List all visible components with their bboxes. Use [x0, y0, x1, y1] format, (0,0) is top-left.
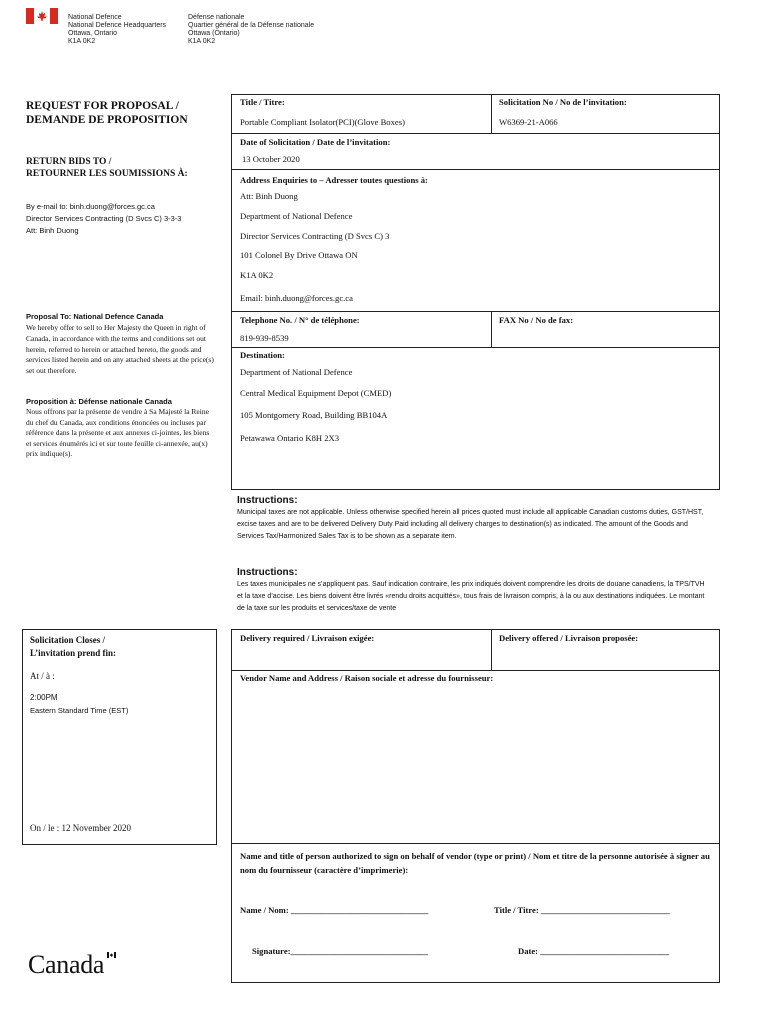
return-email: By e-mail to: binh.duong@forces.gc.ca: [26, 202, 155, 211]
title-line-1: REQUEST FOR PROPOSAL /: [26, 100, 179, 112]
title-label: Title / Titre:: [240, 97, 285, 107]
return-director: Director Services Contracting (D Svcs C) 3-3-3: [26, 214, 182, 223]
delivery-offered-label: Delivery offered / Livraison proposée:: [499, 633, 639, 643]
contact-email: Email: binh.duong@forces.gc.ca: [240, 293, 353, 303]
title-line-2: DEMANDE DE PROPOSITION: [26, 114, 188, 126]
instructions-fr-heading: Instructions:: [237, 567, 298, 578]
divider: [231, 670, 720, 671]
solicitation-info-box: [231, 94, 720, 490]
closes-time: 2:00PM: [30, 693, 58, 702]
return-attention: Att: Binh Duong: [26, 226, 79, 235]
vendor-name-address-label: Vendor Name and Address / Raison sociale et adresse du fournisseur:: [240, 673, 494, 683]
closes-label-line-2: L’invitation prend fin:: [30, 648, 117, 658]
destination-line: 105 Montgomery Road, Building BB104A: [240, 410, 388, 420]
divider: [231, 169, 720, 170]
closes-date: On / le : 12 November 2020: [30, 823, 131, 833]
closes-label: [30, 634, 116, 660]
solicitation-no-value: W6369-21-A066: [499, 117, 558, 127]
return-line-2: RETOURNER LES SOUMISSIONS À:: [26, 169, 188, 179]
signature-field[interactable]: Signature:________________________________: [252, 946, 429, 956]
divider: [491, 94, 492, 134]
divider: [491, 311, 492, 348]
solicitation-date-value: 13 October 2020: [242, 154, 300, 164]
header-fr-line: Défense nationale: [188, 14, 245, 21]
return-line-1: RETURN BIDS TO /: [26, 157, 112, 167]
proposal-en-text: We hereby offer to sell to Her Majesty the Queen in right of Canada, in accordance with the terms and conditions set out herein, referred to herein or attached hereto, the goods and services listed herein and on any attached sheets at the price(s) set out therefore.: [26, 323, 214, 376]
authorized-signer-label: Name and title of person authorized to sign on behalf of vendor (type or print) / Nom et titre de la personne autorisée à signer au nom du fournisseur (caractère d’imprimerie):: [240, 851, 710, 875]
signature-date-field[interactable]: Date: ______________________________: [518, 946, 670, 956]
header-en-line: National Defence: [68, 14, 122, 21]
instructions-en-text: Municipal taxes are not applicable. Unless otherwise specified herein all prices quoted must include all applicable Canadian customs duties, GST/HST, excise taxes and are to be delivered Delivery Duty Paid including all delivery charges to destination(s) as indicated. The amount of the Goods and Services Tax/Harmonized Sales Tax is to be shown as a separate item.: [237, 509, 704, 540]
solicitation-closes-box: [22, 629, 217, 845]
header-french-block: [188, 14, 314, 46]
solicitation-no-label: Solicitation No / No de l’invitation:: [499, 97, 627, 107]
divider: [231, 311, 720, 312]
wordmark-flag-icon: [107, 952, 116, 958]
telephone-value: 819-939-8539: [240, 333, 289, 343]
divider: [231, 347, 720, 348]
address-line: Department of National Defence: [240, 211, 353, 221]
address-line: 101 Colonel By Drive Ottawa ON: [240, 250, 358, 260]
canada-flag-icon: [26, 8, 58, 24]
signer-name-field[interactable]: Name / Nom: ________________________________: [240, 905, 429, 915]
header-fr-line: K1A 0K2: [188, 38, 216, 45]
header-en-line: National Defence Headquarters: [68, 22, 167, 29]
delivery-required-label: Delivery required / Livraison exigée:: [240, 633, 375, 643]
instructions-fr-text: Les taxes municipales ne s’appliquent pas. Sauf indication contraire, les prix indiqués doivent comprendre les droits de douane canadiens, la TPS/TVH et la taxe d’accise. Les biens doivent être livrés «rendu droits acquittés», tous frais de livraison compris, à la ou aux destinations indiquées. Le montant de la taxe sur les produits et services/taxe de vente: [237, 581, 705, 612]
return-address-block: [26, 201, 181, 237]
closes-label-line-1: Solicitation Closes /: [30, 635, 106, 645]
destination-line: Department of National Defence: [240, 367, 353, 377]
header-fr-line: Quartier général de la Défense nationale: [188, 22, 315, 29]
header-english-block: [68, 14, 166, 46]
destination-line: Petawawa Ontario K8H 2X3: [240, 433, 340, 443]
header-en-line: Ottawa, Ontario: [68, 30, 118, 37]
document-title: [26, 99, 188, 127]
destination-line: Central Medical Equipment Depot (CMED): [240, 388, 392, 398]
address-enquiries-label: Address Enquiries to – Adresser toutes questions à:: [240, 175, 428, 185]
header-en-line: K1A 0K2: [68, 38, 96, 45]
address-line: Att: Binh Duong: [240, 191, 298, 201]
telephone-label: Telephone No. / N° de téléphone:: [240, 315, 360, 325]
closes-timezone: Eastern Standard Time (EST): [30, 706, 129, 715]
signer-title-field[interactable]: Title / Titre: ______________________________: [494, 905, 670, 915]
title-value: Portable Compliant Isolator(PCI)(Glove Boxes): [240, 117, 405, 127]
closes-at-label: At / à :: [30, 671, 55, 681]
destination-label: Destination:: [240, 350, 285, 360]
address-line: K1A 0K2: [240, 270, 274, 280]
canada-wordmark: Canada: [28, 950, 105, 979]
divider: [231, 843, 720, 844]
divider: [491, 629, 492, 671]
address-line: Director Services Contracting (D Svcs C) 3: [240, 231, 390, 241]
fax-label: FAX No / No de fax:: [499, 315, 574, 325]
proposal-en-heading: Proposal To: National Defence Canada: [26, 312, 164, 321]
solicitation-date-label: Date of Solicitation / Date de l’invitation:: [240, 137, 391, 147]
proposal-fr-heading: Proposition à: Défense nationale Canada: [26, 397, 172, 406]
header-fr-line: Ottawa (Ontario): [188, 30, 240, 37]
instructions-en-heading: Instructions:: [237, 495, 298, 506]
return-bids-heading: [26, 156, 188, 180]
proposal-fr-text: Nous offrons par la présente de vendre à Sa Majesté la Reine du chef du Canada, aux conditions énoncées ou incluses par référence dans la présente et aux annexes ci-jointes, les biens et services énumérés ici et sur toute feuille ci-annexée, au(x) prix indique(s).: [26, 407, 210, 459]
divider: [231, 133, 720, 134]
